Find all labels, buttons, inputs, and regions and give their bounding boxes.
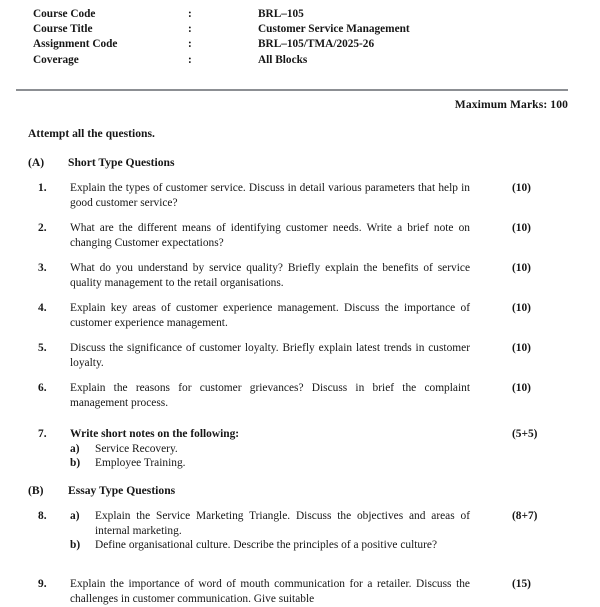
coverage-label: Coverage [33, 53, 79, 66]
question-number: 4. [38, 302, 47, 314]
question-item [38, 221, 568, 250]
section-title-b: Essay Type Questions [68, 484, 176, 497]
assignment-code-value: BRL–105/TMA/2025-26 [258, 38, 375, 51]
coverage-value: All Blocks [258, 53, 308, 66]
question-marks: (10) [512, 302, 531, 314]
section-heading-b [28, 484, 175, 497]
course-code-colon: : [188, 8, 192, 20]
sub-question-list [70, 442, 470, 471]
question-number: 6. [38, 382, 47, 394]
question-item [38, 181, 568, 210]
sub-question-text: Define organisational culture. Describe the principles of a positive culture? [95, 539, 438, 552]
question-text: Explain the importance of word of mouth communication for a retailer. Discuss the challenges in customer communication. Give suitable [70, 578, 470, 605]
question-item [38, 301, 568, 330]
table-row [0, 53, 410, 68]
question-item [38, 577, 568, 606]
question-marks: (10) [512, 222, 531, 234]
course-code-label: Course Code [33, 8, 96, 20]
course-info-table [0, 7, 410, 68]
table-row [0, 7, 410, 22]
course-title-value: Customer Service Management [258, 23, 410, 36]
question-number: 7. [38, 428, 47, 440]
document-page [0, 7, 600, 607]
maximum-marks: Maximum Marks: 100 [454, 98, 568, 111]
sub-question-list [70, 509, 470, 553]
question-item [38, 381, 568, 410]
section-title-a: Short Type Questions [68, 156, 175, 169]
coverage-colon: : [188, 53, 192, 66]
question-number: 8. [38, 510, 47, 522]
question-item [38, 509, 568, 553]
question-item [38, 427, 568, 471]
question-marks: (8+7) [512, 510, 538, 522]
question-text: Explain the reasons for customer grievances? Discuss in brief the complaint management process. [70, 382, 470, 409]
question-number: 1. [38, 182, 47, 194]
question-marks: (10) [512, 262, 531, 274]
sub-question-letter: a) [70, 510, 80, 522]
question-text: What are the different means of identifying customer needs. Write a brief note on changing Customer expectations? [70, 222, 470, 249]
sub-question-item [70, 442, 470, 457]
sub-question-text: Employee Training. [95, 457, 186, 470]
question-item [38, 341, 568, 370]
section-heading-a [28, 156, 175, 169]
question-text: Discuss the significance of customer loyalty. Briefly explain latest trends in customer loyalty. [70, 342, 470, 369]
question-number: 3. [38, 262, 47, 274]
question-number: 5. [38, 342, 47, 354]
sub-question-letter: a) [70, 442, 80, 455]
course-title-label: Course Title [33, 23, 93, 36]
section-tag-b: (B) [28, 484, 44, 497]
sub-question-item [70, 509, 470, 538]
assignment-code-colon: : [188, 38, 192, 51]
question-marks: (10) [512, 342, 531, 354]
header-divider [16, 89, 568, 91]
question-item [38, 261, 568, 290]
question-number: 9. [38, 578, 47, 590]
question-text: Write short notes on the following: [70, 428, 240, 440]
question-number: 2. [38, 222, 47, 234]
question-marks: (10) [512, 382, 531, 394]
question-text: Explain the types of customer service. Discuss in detail various parameters that help in good customer service? [70, 182, 470, 209]
course-title-colon: : [188, 23, 192, 36]
question-marks: (10) [512, 182, 531, 194]
sub-question-text: Service Recovery. [95, 442, 178, 455]
sub-question-item [70, 456, 470, 471]
instruction-text: Attempt all the questions. [28, 127, 155, 140]
question-marks: (15) [512, 578, 531, 590]
sub-question-text: Explain the Service Marketing Triangle. Discuss the objectives and areas of internal marketing. [95, 510, 470, 537]
section-tag-a: (A) [28, 156, 45, 169]
table-row [0, 37, 410, 52]
table-row [0, 22, 410, 37]
question-text: What do you understand by service quality? Briefly explain the benefits of service quality management to the retail organisations. [70, 262, 470, 289]
question-marks: (5+5) [512, 428, 538, 440]
sub-question-letter: b) [70, 457, 81, 470]
assignment-code-label: Assignment Code [33, 38, 118, 51]
question-text: Explain key areas of customer experience management. Discuss the importance of customer experience management. [70, 302, 470, 329]
sub-question-item [70, 538, 470, 553]
sub-question-letter: b) [70, 539, 81, 552]
course-code-value: BRL–105 [258, 8, 304, 20]
